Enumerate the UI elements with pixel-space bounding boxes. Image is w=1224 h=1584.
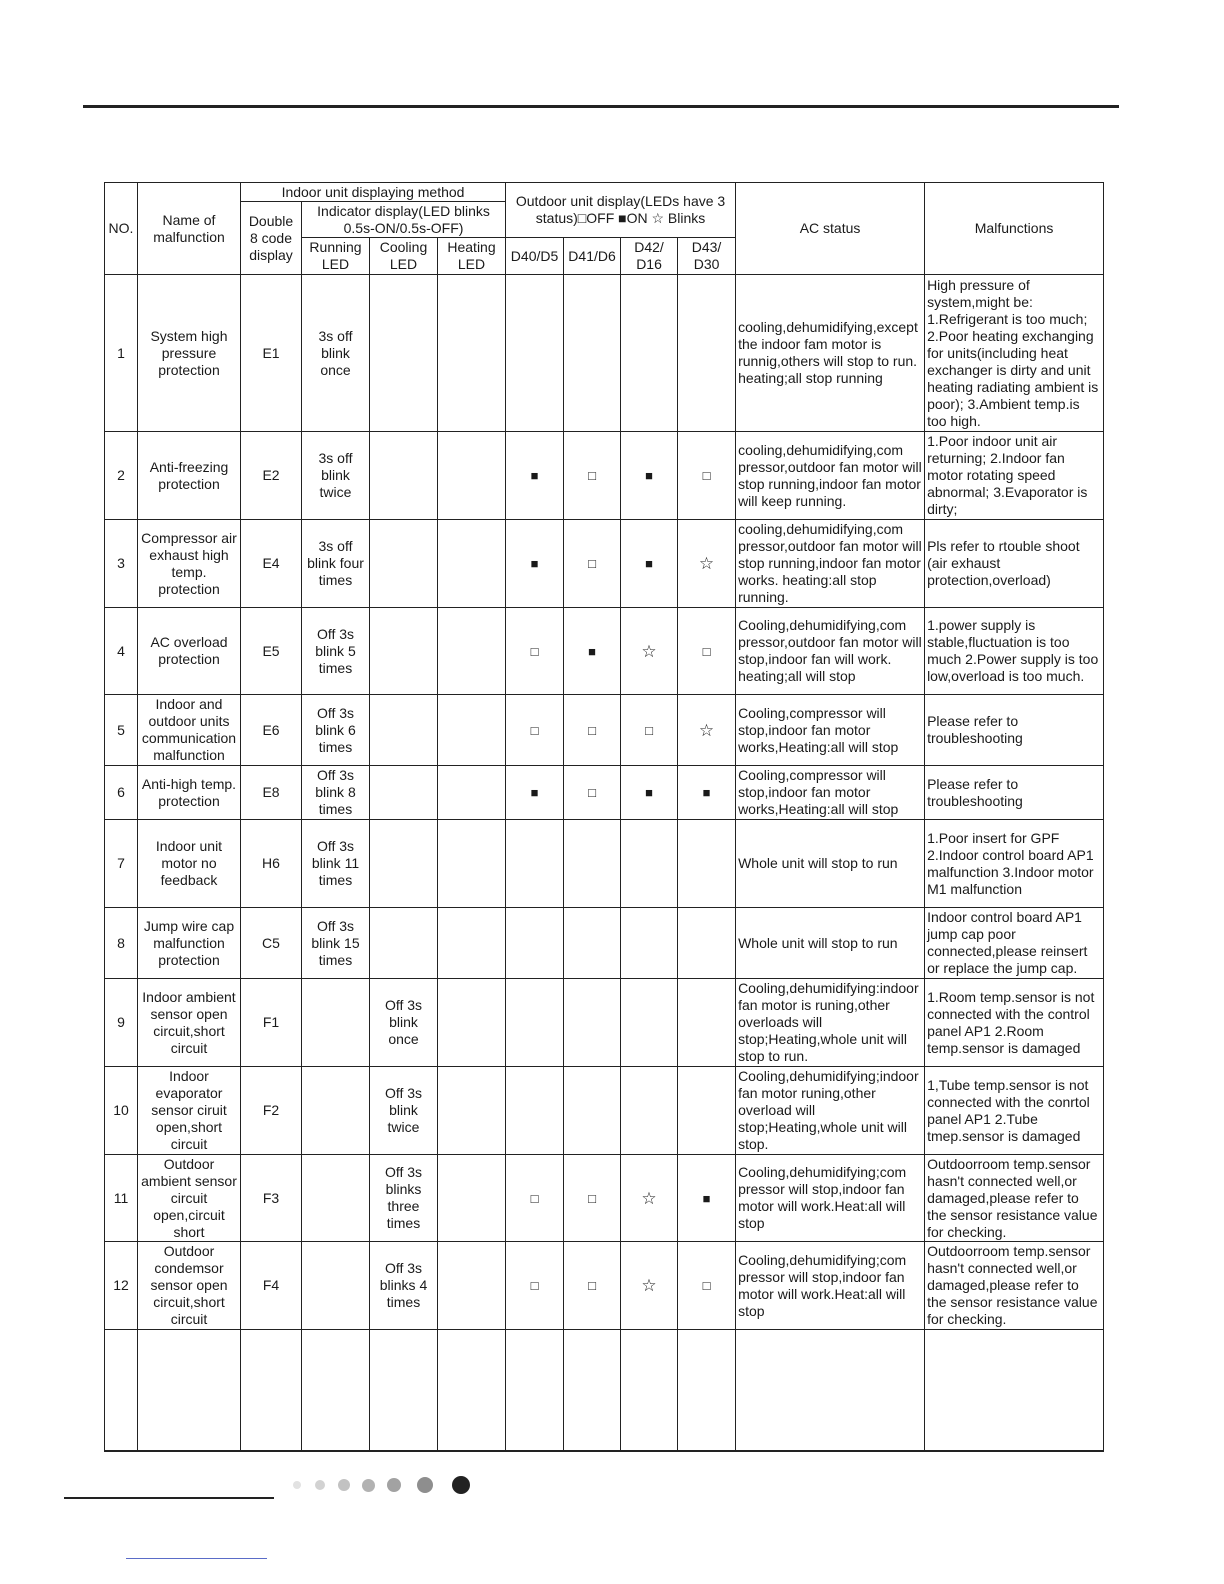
cell-d43: ☆	[678, 520, 736, 608]
cell-d41	[564, 1067, 621, 1155]
page-dot	[452, 1476, 470, 1494]
cell-heating	[438, 520, 506, 608]
cell-d40: □	[506, 1242, 564, 1330]
cell-cooling	[370, 766, 438, 820]
cell-heating	[438, 1155, 506, 1242]
cell-name: Anti-freezing protection	[138, 432, 241, 520]
cell-d40: □	[506, 695, 564, 766]
table-row	[105, 908, 1104, 979]
cell-status: cooling,dehumidifying,com pressor,outdoor fan motor will stop running,indoor fan motor will keep running.	[736, 432, 925, 520]
cell-d41: ■	[564, 608, 621, 695]
cell-heating	[438, 432, 506, 520]
cell-malfunction: Please refer to troubleshooting	[925, 695, 1104, 766]
cell-running: Off 3s blink 8 times	[302, 766, 370, 820]
header-ac-status: AC status	[736, 183, 925, 275]
header-outdoor-group: Outdoor unit display(LEDs have 3 status)□OFF ■ON ☆ Blinks	[506, 183, 736, 238]
cell-code: F3	[241, 1155, 302, 1242]
cell-d43: □	[678, 608, 736, 695]
cell-running: Off 3s blink 6 times	[302, 695, 370, 766]
empty-cell	[302, 1330, 370, 1451]
cell-d42: ■	[621, 766, 678, 820]
cell-d41: □	[564, 695, 621, 766]
cell-name: Jump wire cap malfunction protection	[138, 908, 241, 979]
cell-d42	[621, 275, 678, 432]
cell-no: 2	[105, 432, 138, 520]
cell-cooling	[370, 908, 438, 979]
cell-code: E2	[241, 432, 302, 520]
page-progress-indicator	[0, 1470, 1224, 1510]
cell-name: Anti-high temp. protection	[138, 766, 241, 820]
cell-malfunction: 1.Poor indoor unit air returning; 2.Indoor fan motor rotating speed abnormal; 3.Evaporator is dirty;	[925, 432, 1104, 520]
empty-cell	[241, 1330, 302, 1451]
empty-cell	[736, 1330, 925, 1451]
cell-d42	[621, 908, 678, 979]
cell-malfunction: Please refer to troubleshooting	[925, 766, 1104, 820]
cell-code: F2	[241, 1067, 302, 1155]
header-malfunctions: Malfunctions	[925, 183, 1104, 275]
table-row	[105, 1155, 1104, 1242]
table-row	[105, 432, 1104, 520]
cell-running: Off 3s blink 5 times	[302, 608, 370, 695]
cell-heating	[438, 908, 506, 979]
cell-running	[302, 979, 370, 1067]
header-cooling-led: Cooling LED	[370, 238, 438, 275]
cell-status: cooling,dehumidifying,com pressor,outdoor fan motor will stop running,indoor fan motor works. heating:all stop running.	[736, 520, 925, 608]
cell-d42: ■	[621, 432, 678, 520]
cell-status: Cooling,dehumidifying;com pressor will stop,indoor fan motor will work.Heat:all will stop	[736, 1242, 925, 1330]
empty-cell	[438, 1330, 506, 1451]
cell-status: Cooling,dehumidifying,com pressor,outdoor fan motor will stop,indoor fan will work. heating;all will stop	[736, 608, 925, 695]
header-d41: D41/D6	[564, 238, 621, 275]
cell-d43: ■	[678, 1155, 736, 1242]
cell-status: Cooling,compressor will stop,indoor fan motor works,Heating:all will stop	[736, 766, 925, 820]
cell-d40	[506, 275, 564, 432]
cell-malfunction: 1.power supply is stable,fluctuation is too much 2.Power supply is too low,overload is too much.	[925, 608, 1104, 695]
cell-malfunction: 1.Room temp.sensor is not connected with the control panel AP1 2.Room temp.sensor is damaged	[925, 979, 1104, 1067]
cell-d43	[678, 1067, 736, 1155]
cell-code: E8	[241, 766, 302, 820]
cell-no: 3	[105, 520, 138, 608]
footer-link-underline	[126, 1558, 267, 1559]
cell-cooling	[370, 432, 438, 520]
cell-name: Indoor evaporator sensor ciruit open,short circuit	[138, 1067, 241, 1155]
cell-no: 11	[105, 1155, 138, 1242]
empty-table-row	[105, 1330, 1104, 1451]
cell-cooling: Off 3s blink twice	[370, 1067, 438, 1155]
empty-cell	[564, 1330, 621, 1451]
cell-d41: □	[564, 1155, 621, 1242]
header-indoor-group: Indoor unit displaying method	[241, 183, 506, 202]
cell-no: 6	[105, 766, 138, 820]
cell-status: Cooling,dehumidifying;indoor fan motor runing,other overload will stop;Heating,whole unit will stop.	[736, 1067, 925, 1155]
empty-cell	[138, 1330, 241, 1451]
header-no: NO.	[105, 183, 138, 275]
footer-rule	[64, 1497, 274, 1499]
empty-cell	[925, 1330, 1104, 1451]
page-dot	[387, 1478, 401, 1492]
cell-malfunction: Outdoorroom temp.sensor hasn't connected well,or damaged,please refer to the sensor resistance value for checking.	[925, 1242, 1104, 1330]
cell-d41	[564, 820, 621, 908]
cell-cooling: Off 3s blinks three times	[370, 1155, 438, 1242]
cell-no: 7	[105, 820, 138, 908]
cell-d41	[564, 275, 621, 432]
cell-name: Compressor air exhaust high temp. protection	[138, 520, 241, 608]
cell-heating	[438, 608, 506, 695]
cell-d43: □	[678, 432, 736, 520]
cell-heating	[438, 766, 506, 820]
cell-d42: ☆	[621, 1155, 678, 1242]
cell-d42: □	[621, 695, 678, 766]
cell-d43	[678, 820, 736, 908]
cell-code: E6	[241, 695, 302, 766]
cell-running	[302, 1067, 370, 1155]
cell-d43: ☆	[678, 695, 736, 766]
cell-d40: ■	[506, 432, 564, 520]
cell-d43: ■	[678, 766, 736, 820]
cell-heating	[438, 695, 506, 766]
page-dot	[362, 1479, 375, 1492]
empty-cell	[105, 1330, 138, 1451]
cell-d41: □	[564, 1242, 621, 1330]
page-dot	[315, 1480, 325, 1490]
cell-d41	[564, 979, 621, 1067]
cell-d42	[621, 820, 678, 908]
header-indicator-group: Indicator display(LED blinks 0.5s-ON/0.5s-OFF)	[302, 202, 506, 238]
table-row	[105, 820, 1104, 908]
header-d42: D42/ D16	[621, 238, 678, 275]
cell-malfunction: High pressure of system,might be: 1.Refrigerant is too much; 2.Poor heating exchanging for units(including heat exchanger is dirty and unit heating radiating ambient is poor); 3.Ambient temp.is too high.	[925, 275, 1104, 432]
cell-d40	[506, 979, 564, 1067]
cell-status: cooling,dehumidifying,except the indoor fam motor is runnig,others will stop to run. heating;all stop running	[736, 275, 925, 432]
cell-malfunction: Pls refer to rtouble shoot (air exhaust protection,overload)	[925, 520, 1104, 608]
cell-malfunction: 1.Poor insert for GPF 2.Indoor control board AP1 malfunction 3.Indoor motor M1 malfunction	[925, 820, 1104, 908]
cell-name: System high pressure protection	[138, 275, 241, 432]
empty-cell	[621, 1330, 678, 1451]
cell-no: 5	[105, 695, 138, 766]
cell-code: E1	[241, 275, 302, 432]
table-row	[105, 1242, 1104, 1330]
cell-heating	[438, 1067, 506, 1155]
cell-status: Whole unit will stop to run	[736, 908, 925, 979]
cell-d43	[678, 979, 736, 1067]
header-d43: D43/ D30	[678, 238, 736, 275]
cell-running: 3s off blink twice	[302, 432, 370, 520]
cell-d43	[678, 275, 736, 432]
cell-no: 9	[105, 979, 138, 1067]
cell-code: F4	[241, 1242, 302, 1330]
cell-no: 1	[105, 275, 138, 432]
table-row	[105, 275, 1104, 432]
table-row	[105, 1067, 1104, 1155]
cell-d41: □	[564, 766, 621, 820]
cell-d42: ■	[621, 520, 678, 608]
cell-heating	[438, 979, 506, 1067]
cell-status: Cooling,compressor will stop,indoor fan motor works,Heating:all will stop	[736, 695, 925, 766]
top-rule	[83, 105, 1119, 108]
cell-heating	[438, 275, 506, 432]
cell-running	[302, 1242, 370, 1330]
table-row	[105, 695, 1104, 766]
cell-d40	[506, 820, 564, 908]
cell-code: F1	[241, 979, 302, 1067]
cell-malfunction: Outdoorroom temp.sensor hasn't connected well,or damaged,please refer to the sensor resistance value for checking.	[925, 1155, 1104, 1242]
empty-cell	[678, 1330, 736, 1451]
page-dot	[293, 1481, 301, 1489]
cell-d43: □	[678, 1242, 736, 1330]
cell-cooling	[370, 608, 438, 695]
cell-code: H6	[241, 820, 302, 908]
cell-cooling	[370, 520, 438, 608]
cell-d41: □	[564, 520, 621, 608]
table-row	[105, 520, 1104, 608]
cell-name: Outdoor condemsor sensor open circuit,short circuit	[138, 1242, 241, 1330]
cell-cooling	[370, 695, 438, 766]
cell-d41: □	[564, 432, 621, 520]
cell-status: Cooling,dehumidifying;com pressor will stop,indoor fan motor will work.Heat:all will stop	[736, 1155, 925, 1242]
empty-cell	[506, 1330, 564, 1451]
cell-no: 10	[105, 1067, 138, 1155]
cell-heating	[438, 1242, 506, 1330]
header-heating-led: Heating LED	[438, 238, 506, 275]
cell-d40: □	[506, 1155, 564, 1242]
empty-cell	[370, 1330, 438, 1451]
table-row	[105, 608, 1104, 695]
cell-malfunction: 1,Tube temp.sensor is not connected with the conrtol panel AP1 2.Tube tmep.sensor is damaged	[925, 1067, 1104, 1155]
page-dot	[338, 1479, 350, 1491]
cell-d42: ☆	[621, 608, 678, 695]
cell-malfunction: Indoor control board AP1 jump cap poor connected,please reinsert or replace the jump cap.	[925, 908, 1104, 979]
cell-heating	[438, 820, 506, 908]
cell-no: 4	[105, 608, 138, 695]
cell-d41	[564, 908, 621, 979]
cell-name: Indoor unit motor no feedback	[138, 820, 241, 908]
header-double8: Double 8 code display	[241, 202, 302, 275]
cell-running	[302, 1155, 370, 1242]
cell-running: 3s off blink four times	[302, 520, 370, 608]
cell-cooling	[370, 820, 438, 908]
cell-status: Cooling,dehumidifying:indoor fan motor is runing,other overloads will stop;Heating,whole unit will stop to run.	[736, 979, 925, 1067]
page-dot	[417, 1477, 433, 1493]
cell-running: Off 3s blink 15 times	[302, 908, 370, 979]
cell-name: Indoor ambient sensor open circuit,short circuit	[138, 979, 241, 1067]
cell-d43	[678, 908, 736, 979]
table-row	[105, 766, 1104, 820]
malfunction-table	[104, 182, 1104, 1452]
cell-no: 8	[105, 908, 138, 979]
cell-d42: ☆	[621, 1242, 678, 1330]
cell-d40: □	[506, 608, 564, 695]
cell-cooling: Off 3s blink once	[370, 979, 438, 1067]
header-d40: D40/D5	[506, 238, 564, 275]
table-row	[105, 979, 1104, 1067]
header-name: Name of malfunction	[138, 183, 241, 275]
cell-d40: ■	[506, 520, 564, 608]
cell-running: 3s off blink once	[302, 275, 370, 432]
cell-code: E4	[241, 520, 302, 608]
cell-code: E5	[241, 608, 302, 695]
cell-running: Off 3s blink 11 times	[302, 820, 370, 908]
cell-d40: ■	[506, 766, 564, 820]
header-running-led: Running LED	[302, 238, 370, 275]
cell-d42	[621, 979, 678, 1067]
cell-cooling	[370, 275, 438, 432]
cell-name: Outdoor ambient sensor circuit open,circuit short	[138, 1155, 241, 1242]
cell-code: C5	[241, 908, 302, 979]
cell-name: Indoor and outdoor units communication malfunction	[138, 695, 241, 766]
cell-d40	[506, 908, 564, 979]
cell-cooling: Off 3s blinks 4 times	[370, 1242, 438, 1330]
cell-d42	[621, 1067, 678, 1155]
cell-d40	[506, 1067, 564, 1155]
cell-status: Whole unit will stop to run	[736, 820, 925, 908]
cell-name: AC overload protection	[138, 608, 241, 695]
cell-no: 12	[105, 1242, 138, 1330]
